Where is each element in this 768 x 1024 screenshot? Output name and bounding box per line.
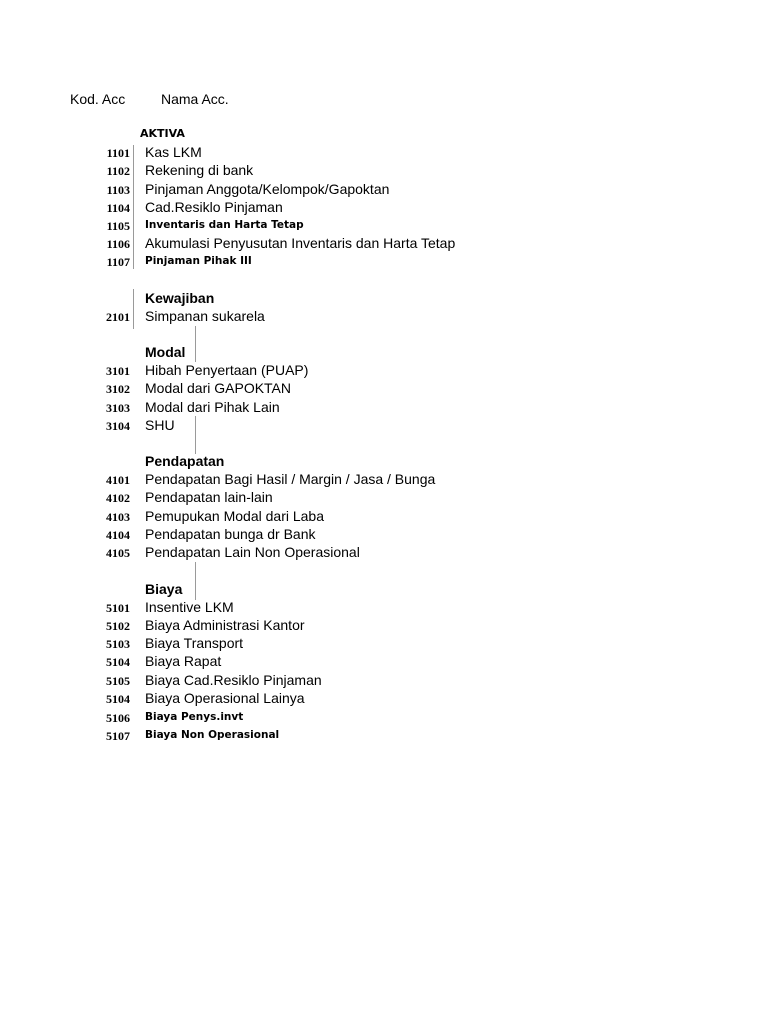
account-code: 1105: [106, 219, 130, 233]
account-name: Biaya Operasional Lainya: [145, 690, 305, 706]
account-code: 4105: [106, 546, 130, 560]
account-row: [0, 234, 768, 252]
account-row: [0, 161, 768, 179]
account-name: Pendapatan Bagi Hasil / Margin / Jasa / Bunga: [145, 471, 436, 487]
account-code: 3102: [106, 382, 130, 396]
account-row: [0, 507, 768, 525]
account-name: Insentive LKM: [145, 599, 234, 615]
account-name: Kas LKM: [145, 144, 202, 160]
header-nama-acc: Nama Acc.: [161, 91, 229, 107]
account-code: 4104: [106, 528, 130, 542]
account-row: [0, 726, 768, 744]
account-code: 5107: [106, 729, 130, 743]
section-title-pendapatan: Pendapatan: [145, 453, 225, 469]
column-divider-biaya: [195, 562, 196, 600]
account-name: SHU: [145, 417, 175, 433]
account-name: Modal dari Pihak Lain: [145, 399, 280, 415]
account-code: 1102: [106, 164, 130, 178]
account-row: [0, 634, 768, 652]
account-row: [0, 180, 768, 198]
account-row: [0, 198, 768, 216]
account-name: Inventaris dan Harta Tetap: [145, 219, 304, 231]
section-title-biaya: Biaya: [145, 581, 183, 597]
account-row: [0, 307, 768, 325]
account-row: [0, 216, 768, 234]
account-code: 5104: [106, 692, 130, 706]
account-code: 5103: [106, 637, 130, 651]
account-row: [0, 470, 768, 488]
account-code: 1106: [106, 237, 130, 251]
account-code: 5106: [106, 711, 130, 725]
account-row: [0, 543, 768, 561]
account-code: 2101: [106, 310, 130, 324]
account-row: [0, 488, 768, 506]
account-name: Pendapatan lain-lain: [145, 489, 273, 505]
account-row: [0, 379, 768, 397]
account-name: Hibah Penyertaan (PUAP): [145, 362, 309, 378]
account-code: 4103: [106, 510, 130, 524]
account-code: 4102: [106, 491, 130, 505]
account-name: Pendapatan Lain Non Operasional: [145, 544, 360, 560]
account-row: [0, 525, 768, 543]
account-row: [0, 652, 768, 670]
account-row: [0, 689, 768, 707]
account-code: 1107: [106, 255, 130, 269]
account-row: [0, 671, 768, 689]
account-code: 4101: [106, 473, 130, 487]
section-title-modal: Modal: [145, 344, 186, 360]
account-name: Rekening di bank: [145, 162, 254, 178]
account-row: [0, 252, 768, 270]
account-code: 1103: [106, 183, 130, 197]
account-row: [0, 416, 768, 434]
account-name: Biaya Rapat: [145, 653, 222, 669]
account-name: Biaya Non Operasional: [145, 729, 280, 741]
account-name: Pendapatan bunga dr Bank: [145, 526, 316, 542]
account-row: [0, 361, 768, 379]
account-name: Akumulasi Penyusutan Inventaris dan Harta Tetap: [145, 235, 456, 251]
account-code: 3104: [106, 419, 130, 433]
account-name: Biaya Administrasi Kantor: [145, 617, 305, 633]
account-name: Cad.Resiklo Pinjaman: [145, 199, 283, 215]
account-name: Pinjaman Anggota/Kelompok/Gapoktan: [145, 181, 390, 197]
column-divider-modal: [195, 326, 196, 362]
account-name: Modal dari GAPOKTAN: [145, 380, 292, 396]
account-row: [0, 143, 768, 161]
account-code: 5104: [106, 655, 130, 669]
account-code: 3103: [106, 401, 130, 415]
account-name: Biaya Penys.invt: [145, 711, 244, 723]
section-title-kewajiban: Kewajiban: [145, 290, 215, 306]
account-row: [0, 708, 768, 726]
account-name: Biaya Transport: [145, 635, 244, 651]
account-name: Pinjaman Pihak III: [145, 255, 252, 267]
account-code: 5102: [106, 619, 130, 633]
account-row: [0, 598, 768, 616]
account-code: 1101: [106, 146, 130, 160]
account-code: 1104: [106, 201, 130, 215]
account-code: 3101: [106, 364, 130, 378]
account-name: Simpanan sukarela: [145, 308, 265, 324]
account-code: 5101: [106, 601, 130, 615]
account-code: 5105: [106, 674, 130, 688]
header-kod-acc: Kod. Acc: [70, 91, 126, 107]
account-name: Biaya Cad.Resiklo Pinjaman: [145, 672, 322, 688]
section-title-aktiva: AKTIVA: [140, 127, 185, 140]
account-row: [0, 398, 768, 416]
account-name: Pemupukan Modal dari Laba: [145, 508, 325, 524]
account-row: [0, 616, 768, 634]
